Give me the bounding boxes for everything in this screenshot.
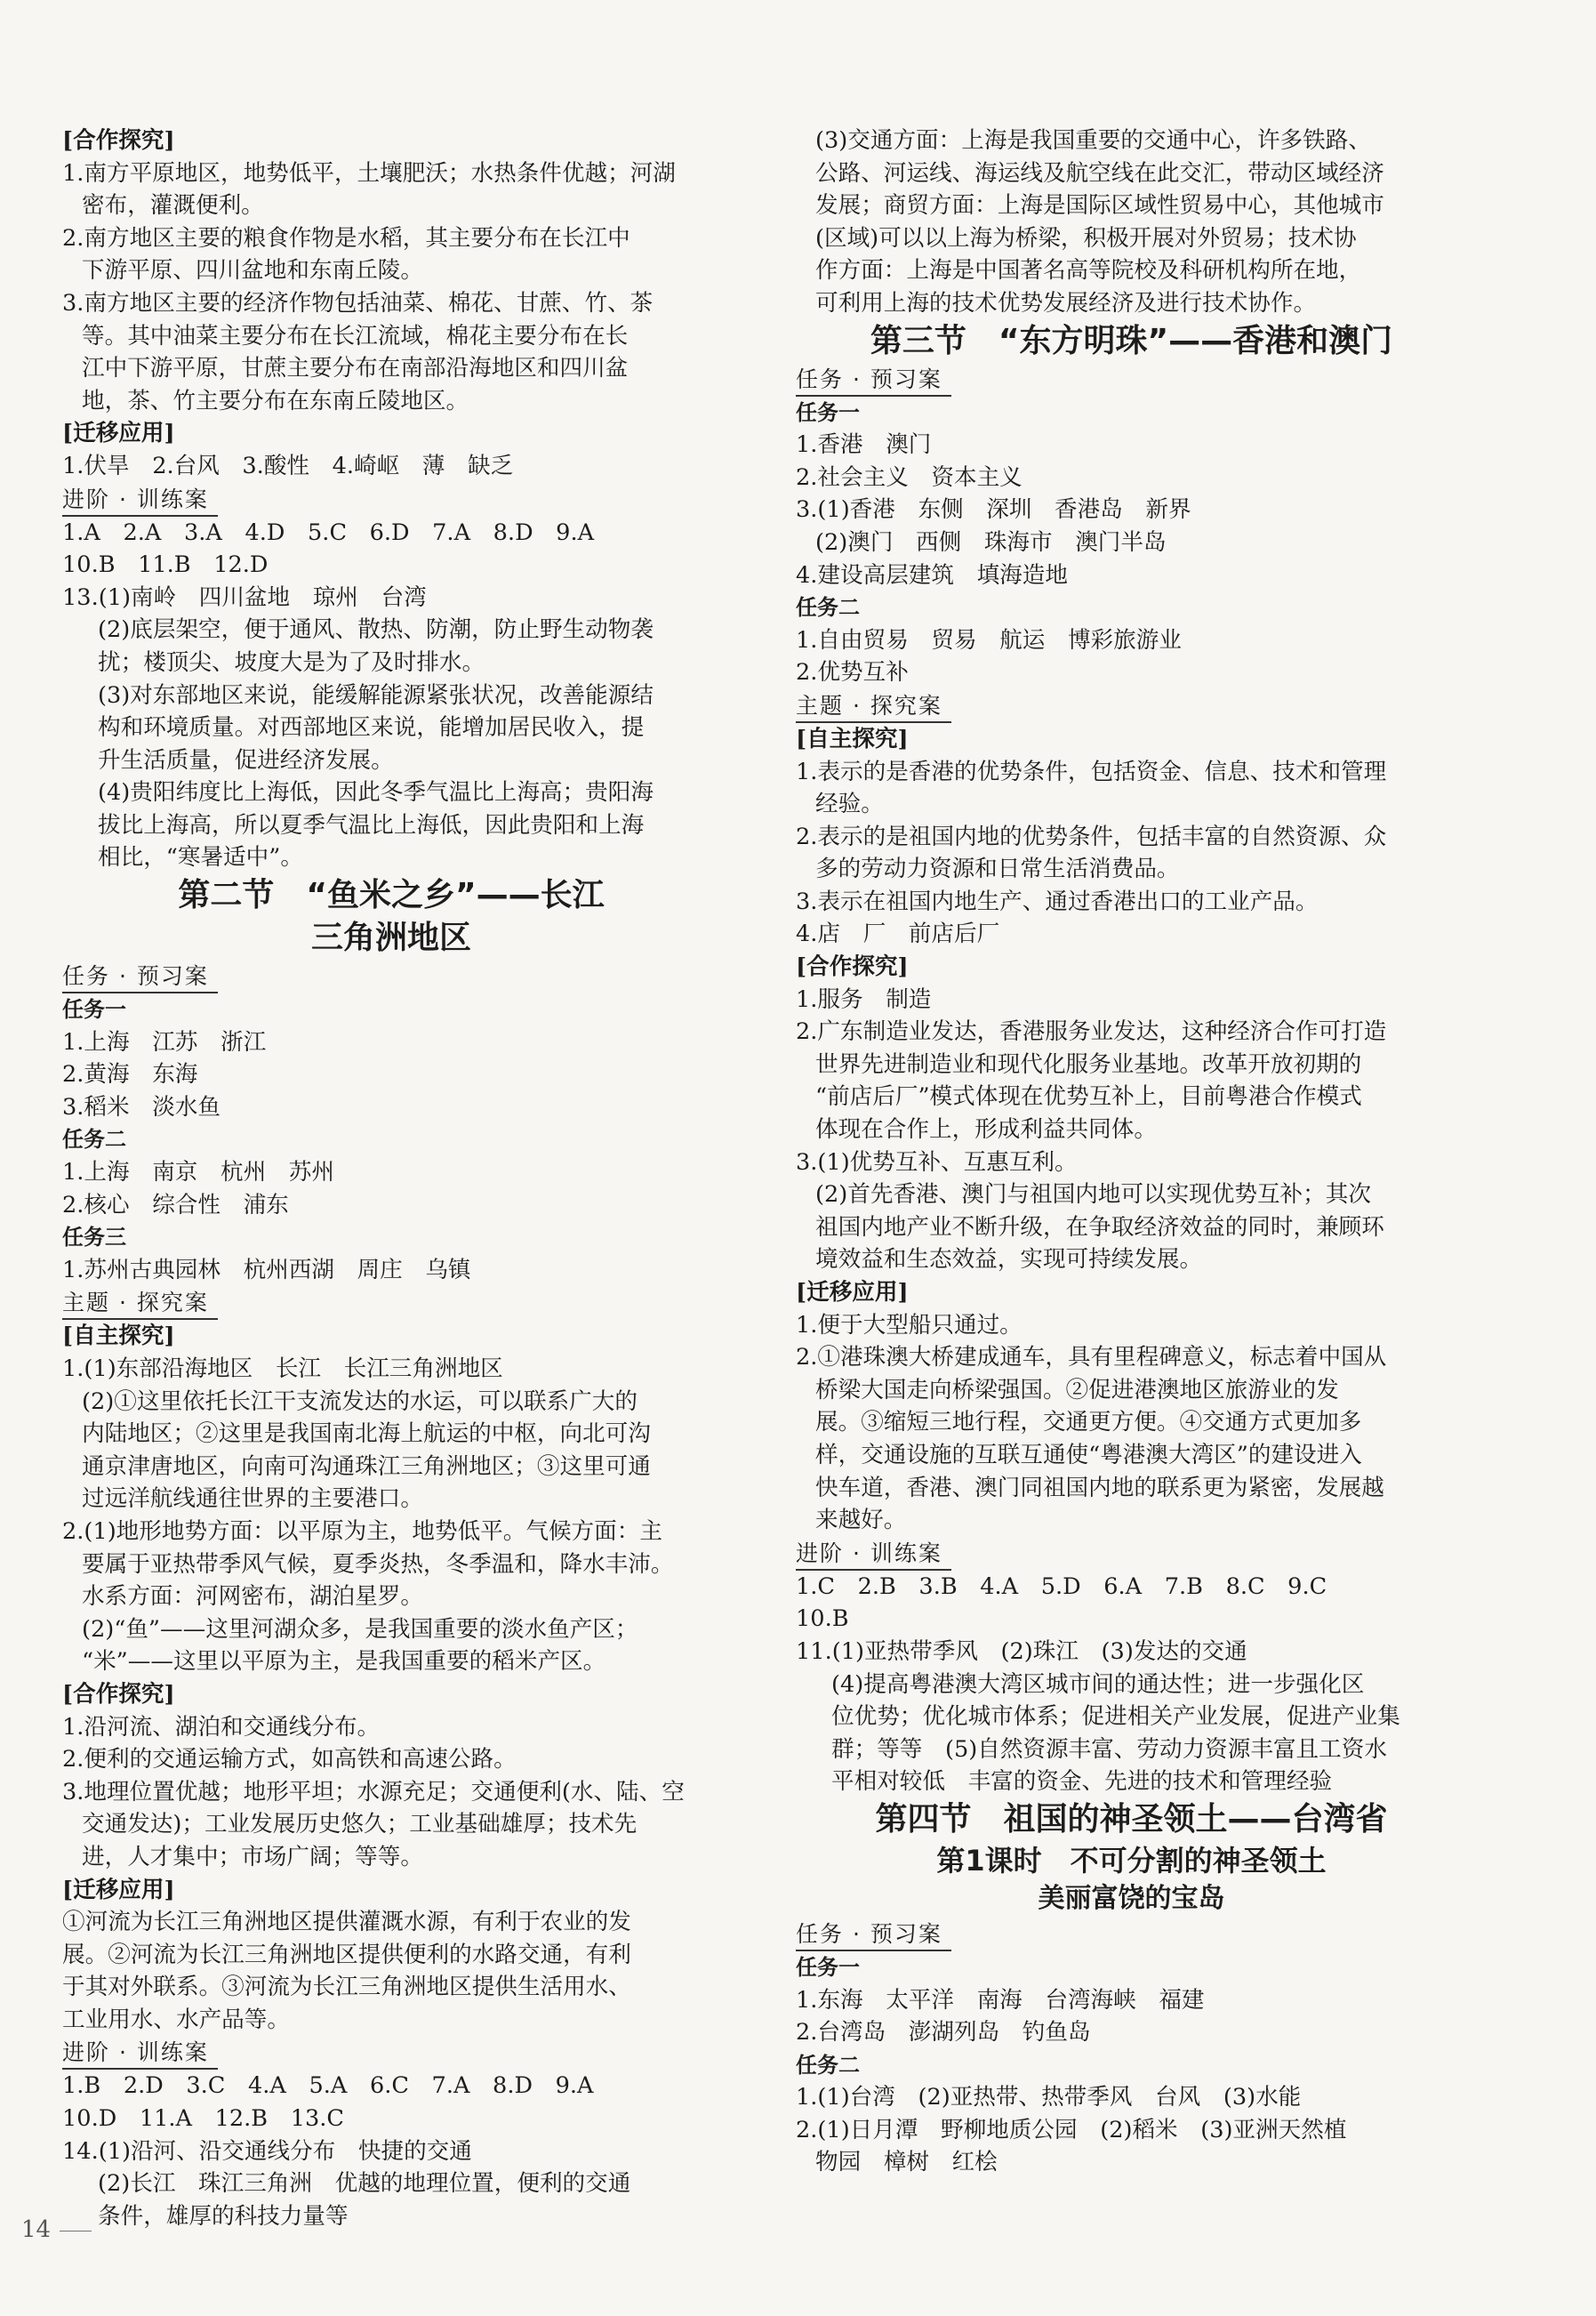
answer-line: 工业用水、水产品等。 [62,2006,290,2033]
answer-continuation: 多的劳动力资源和日常生活消费品。 [815,856,1180,883]
answer-line: 13.(1)南岭 四川盆地 琼州 台湾 [62,583,427,611]
lesson-subheading: 美丽富饶的宝岛 [1038,1882,1225,1914]
answer-line: 10.D 11.A 12.B 13.C [62,2105,344,2133]
answer-continuation: (区域)可以以上海为桥梁，积极开展对外贸易；技术协 [815,224,1357,252]
section-heading: 三角洲地区 [310,920,471,957]
answer-line: 1.苏州古典园林 杭州西湖 周庄 乌镇 [62,1256,471,1283]
answer-continuation: 等。其中油菜主要分布在长江流域，棉花主要分布在长 [82,322,629,350]
task-heading: 任务一 [62,997,126,1023]
answer-line: 1.(1)台湾 (2)亚热带、热带季风 台风 (3)水能 [796,2084,1302,2111]
part-banner: 进阶 · 训练案 [62,2038,218,2070]
answer-line: 2.广东制造业发达，香港服务业发达，这种经济合作可打造 [796,1018,1387,1046]
answer-line: 1.B 2.D 3.C 4.A 5.A 6.C 7.A 8.D 9.A [62,2072,594,2100]
answer-line: 2.核心 综合性 浦东 [62,1191,289,1218]
answer-continuation: 进，人才集中；市场广阔；等等。 [82,1843,423,1870]
answer-continuation: 要属于亚热带季风气候，夏季炎热，冬季温和，降水丰沛。 [82,1550,674,1578]
answer-line: 2.台湾岛 澎湖列岛 钓鱼岛 [796,2019,1091,2047]
answer-continuation: 物园 樟树 红桧 [815,2149,998,2176]
answer-line: 1.伏旱 2.台风 3.酸性 4.崎岖 薄 缺乏 [62,452,514,479]
answer-continuation: (2)澳门 西侧 珠海市 澳门半岛 [815,528,1167,556]
answer-continuation: 展。③缩短三地行程，交通更方便。④交通方式更加多 [815,1409,1362,1436]
answer-continuation: (2)长江 珠江三角洲 优越的地理位置，便利的交通 [98,2170,631,2198]
section-heading: 第二节 “鱼米之乡”——长江 [178,877,605,914]
answer-continuation: 水系方面：河网密布，湖泊星罗。 [82,1583,423,1611]
answer-line: 3.表示在祖国内地生产、通过香港出口的工业产品。 [796,888,1319,915]
answer-line: 1.C 2.B 3.B 4.A 5.D 6.A 7.B 8.C 9.C [796,1572,1327,1600]
answer-continuation: 拔比上海高，所以夏季气温比上海低，因此贵阳和上海 [98,811,645,839]
answer-line: 2.南方地区主要的粮食作物是水稻，其主要分布在长江中 [62,224,630,252]
answer-continuation: 过远洋航线通往世界的主要港口。 [82,1485,423,1513]
section-label: [迁移应用] [62,1876,175,1903]
answer-line: 1.东海 太平洋 南海 台湾海峡 福建 [796,1986,1205,2014]
answer-line: 1.南方平原地区，地势低平，土壤肥沃；水热条件优越；河湖 [62,159,676,187]
section-label: [迁移应用] [796,1279,909,1306]
answer-line: 1.服务 制造 [796,985,932,1013]
answer-line: 4.店 厂 前店后厂 [796,921,1000,948]
answer-line: 14.(1)沿河、沿交通线分布 快捷的交通 [62,2137,472,2165]
answer-line: 3.稻米 淡水鱼 [62,1093,221,1121]
answer-continuation: 经验。 [815,791,884,818]
answer-continuation: 群；等等 (5)自然资源丰富、劳动力资源丰富且工资水 [831,1735,1387,1763]
section-heading: 第四节 祖国的神圣领土——台湾省 [875,1800,1388,1838]
answer-line: 3.南方地区主要的经济作物包括油菜、棉花、甘蔗、竹、茶 [62,289,654,317]
page-number: 14 [21,2216,92,2243]
task-heading: 任务二 [796,595,860,621]
part-banner: 任务 · 预习案 [796,365,951,397]
section-label: [迁移应用] [62,420,175,447]
part-banner: 任务 · 预习案 [62,961,218,993]
section-label: [合作探究] [62,1680,175,1708]
answer-line: 1.香港 澳门 [796,431,932,459]
part-banner: 主题 · 探究案 [62,1288,218,1320]
task-heading: 任务二 [62,1127,126,1153]
answer-continuation: 江中下游平原，甘蔗主要分布在南部沿海地区和四川盆 [82,355,629,382]
answer-continuation: 相比，“寒暑适中”。 [98,844,303,872]
answer-continuation: 地，茶、竹主要分布在东南丘陵地区。 [82,387,469,414]
section-label: [自主探究] [62,1323,175,1350]
answer-line: 1.上海 江苏 浙江 [62,1028,267,1056]
task-heading: 任务一 [796,1954,860,1980]
task-heading: 任务三 [62,1225,126,1250]
answer-line: 于其对外联系。③河流为长江三角洲地区提供生活用水、 [62,1974,631,2001]
answer-continuation: (3)对东部地区来说，能缓解能源紧张状况，改善能源结 [98,681,654,709]
answer-continuation: (2)①这里依托长江干支流发达的水运，可以联系广大的 [82,1387,638,1415]
answer-line: 4.建设高层建筑 填海造地 [796,561,1068,589]
answer-line: 2.(1)地形地势方面：以平原为主，地势低平。气候方面：主 [62,1517,662,1545]
lesson-heading: 第1课时 不可分割的神圣领土 [936,1843,1327,1878]
answer-continuation: (2)首先香港、澳门与祖国内地可以实现优势互补；其次 [815,1181,1371,1209]
task-heading: 任务一 [796,399,860,425]
answer-line: 展。②河流为长江三角洲地区提供便利的水路交通，有利 [62,1941,631,1968]
part-banner: 进阶 · 训练案 [62,485,218,517]
answer-line: 3.地理位置优越；地形平坦；水源充足；交通便利(水、陆、空 [62,1778,685,1805]
answer-continuation: “前店后厂”模式体现在优势互补上，目前粤港合作模式 [815,1083,1362,1111]
answer-continuation: (4)贵阳纬度比上海低，因此冬季气温比上海高；贵阳海 [98,779,654,807]
answer-continuation: 祖国内地产业不断升级，在争取经济效益的同时，兼顾环 [815,1213,1384,1241]
answer-line: 1.便于大型船只通过。 [796,1311,1023,1339]
answer-continuation: 位优势；优化城市体系；促进相关产业发展，促进产业集 [831,1703,1400,1731]
answer-continuation: “米”——这里以平原为主，是我国重要的稻米产区。 [82,1648,606,1676]
answer-continuation: 扰；楼顶尖、坡度大是为了及时排水。 [98,648,485,676]
answer-continuation: 条件，雄厚的科技力量等 [98,2202,349,2230]
answer-continuation: 来越好。 [815,1507,907,1534]
answer-continuation: 发展；商贸方面：上海是国际区域性贸易中心，其他城市 [815,192,1384,220]
answer-line: 11.(1)亚热带季风 (2)珠江 (3)发达的交通 [796,1637,1247,1665]
section-label: [自主探究] [796,725,909,752]
answer-continuation: (2)“鱼”——这里河湖众多，是我国重要的淡水鱼产区； [82,1615,638,1643]
answer-continuation: 内陆地区；②这里是我国南北海上航运的中枢，向北可沟 [82,1420,651,1448]
answer-line: 10.B 11.B 12.D [62,551,269,579]
answer-continuation: 通京津唐地区，向南可沟通珠江三角洲地区；③这里可通 [82,1452,651,1480]
answer-continuation: 下游平原、四川盆地和东南丘陵。 [82,257,423,285]
section-label: [合作探究] [62,127,175,154]
answer-line: 2.优势互补 [796,659,909,687]
answer-continuation: 平相对较低 丰富的资金、先进的技术和管理经验 [831,1768,1333,1796]
answer-line: 1.(1)东部沿海地区 长江 长江三角洲地区 [62,1355,503,1382]
answer-continuation: 可利用上海的技术优势发展经济及进行技术协作。 [815,289,1317,317]
part-banner: 进阶 · 训练案 [796,1539,951,1571]
left-column [62,125,720,2232]
answer-continuation: 升生活质量，促进经济发展。 [98,746,394,774]
answer-line: 2.黄海 东海 [62,1061,198,1089]
answer-continuation: 公路、河运线、海运线及航空线在此交汇，带动区域经济 [815,159,1384,187]
answer-line: 2.①港珠澳大桥建成通车，具有里程碑意义，标志着中国从 [796,1344,1387,1371]
answer-line: 2.社会主义 资本主义 [796,463,1023,491]
answer-continuation: 体现在合作上，形成利益共同体。 [815,1116,1157,1144]
answer-continuation: 密布，灌溉便利。 [82,192,264,220]
answer-continuation: 构和环境质量。对西部地区来说，能增加居民收入，提 [98,714,645,742]
answer-continuation: (2)底层架空，便于通风、散热、防潮，防止野生动物袭 [98,616,654,644]
answer-line: 10.B [796,1605,849,1633]
answer-line: 2.便利的交通运输方式，如高铁和高速公路。 [62,1746,517,1773]
answer-line: 1.上海 南京 杭州 苏州 [62,1159,334,1186]
answer-continuation: 样，交通设施的互联互通使“粤港澳大湾区”的建设进入 [815,1441,1362,1468]
answer-continuation: 世界先进制造业和现代化服务业基地。改革开放初期的 [815,1050,1362,1078]
answer-line: 1.表示的是香港的优势条件，包括资金、信息、技术和管理 [796,758,1387,785]
answer-continuation: (4)提高粤港澳大湾区城市间的通达性；进一步强化区 [831,1670,1365,1698]
answer-line: ①河流为长江三角洲地区提供灌溉水源，有利于农业的发 [62,1909,631,1936]
task-heading: 任务二 [796,2052,860,2078]
answer-line: 3.(1)优势互补、互惠互利。 [796,1148,1078,1176]
answer-line: 2.(1)日月潭 野柳地质公园 (2)稻米 (3)亚洲天然植 [796,2116,1347,2143]
answer-line: 2.表示的是祖国内地的优势条件，包括丰富的自然资源、众 [796,823,1387,850]
section-heading: 第三节 “东方明珠”——香港和澳门 [870,322,1393,359]
answer-line: 1.沿河流、湖泊和交通线分布。 [62,1713,381,1741]
answer-line: 3.(1)香港 东侧 深圳 香港岛 新界 [796,496,1191,524]
answer-continuation: 桥梁大国走向桥梁强国。②促进港澳地区旅游业的发 [815,1376,1339,1403]
answer-line: 1.A 2.A 3.A 4.D 5.C 6.D 7.A 8.D 9.A [62,519,595,546]
section-label: [合作探究] [796,953,909,981]
answer-continuation: 境效益和生态效益，实现可持续发展。 [815,1246,1203,1274]
part-banner: 主题 · 探究案 [796,691,951,723]
answer-continuation: 作方面：上海是中国著名高等院校及科研机构所在地， [815,257,1362,285]
answer-line: 1.自由贸易 贸易 航运 博彩旅游业 [796,626,1182,654]
answer-continuation: 快车道，香港、澳门同祖国内地的联系更为紧密，发展越 [815,1474,1384,1501]
right-column [796,125,1467,2179]
part-banner: 任务 · 预习案 [796,1919,951,1951]
answer-continuation: (3)交通方面：上海是我国重要的交通中心，许多铁路、 [815,127,1371,154]
answer-continuation: 交通发达)；工业发展历史悠久；工业基础雄厚；技术先 [82,1811,638,1838]
